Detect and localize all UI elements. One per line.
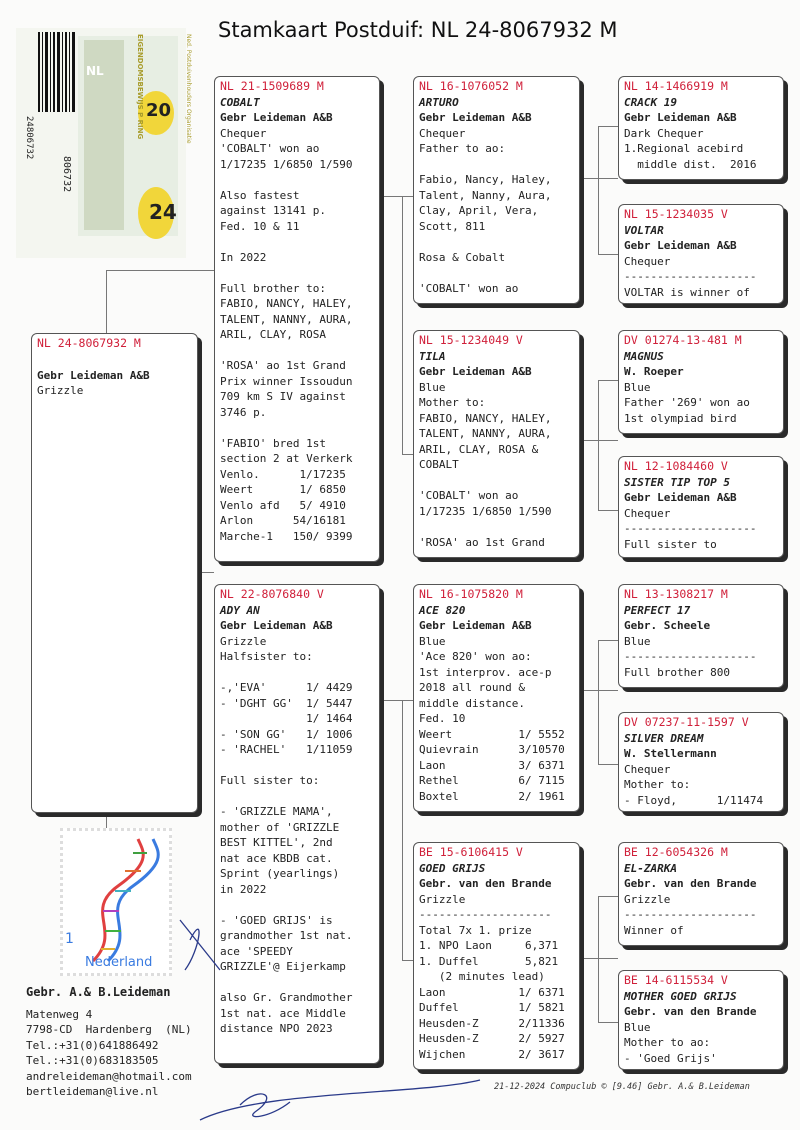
note-line: Venlo afd 5/ 4910 — [220, 498, 346, 512]
note-line: In 2022 — [220, 250, 267, 264]
ds-notes — [419, 634, 574, 805]
note-line: Laon 1/ 6371 — [419, 985, 565, 999]
note-line: FABIO, NANCY, HALEY, — [220, 297, 353, 310]
stamp-country: Nederland — [85, 955, 153, 970]
note-line: Also fastest — [220, 188, 300, 202]
ssd-notes — [624, 254, 778, 301]
connector — [598, 254, 618, 255]
address-city: 7798-CD Hardenberg (NL) — [26, 1023, 192, 1036]
ddd-ring-number: BE 14-6115534 V — [624, 973, 728, 987]
note-line: Rosa & Cobalt — [419, 250, 506, 264]
note-line: middle distance. — [419, 696, 525, 710]
note-line: -------------------- — [624, 522, 757, 535]
connector — [106, 812, 107, 828]
note-line: Winner of — [624, 923, 684, 937]
note-line: 1. NPO Laon 6,371 — [419, 939, 559, 952]
note-line: Chequer — [220, 126, 267, 140]
ring-country: NL — [86, 64, 104, 78]
dd-pigeon-name: GOED GRIJS — [419, 861, 486, 875]
dss-breeder: Gebr. Scheele — [624, 619, 711, 632]
note-line: FABIO, NANCY, HALEY, — [419, 411, 552, 425]
note-line: TALENT, NANNY, AURA, — [220, 312, 353, 326]
sss-breeder: Gebr Leideman A&B — [624, 111, 737, 124]
connector — [580, 690, 618, 691]
ssd-breeder: Gebr Leideman A&B — [624, 239, 737, 252]
connector — [402, 196, 403, 454]
connector — [598, 126, 618, 127]
dsd-pigeon-name: SILVER DREAM — [624, 731, 704, 745]
note-line — [419, 519, 574, 535]
sd-notes — [419, 380, 574, 551]
note-line: 'ROSA' ao 1st Grand — [220, 359, 346, 372]
connector — [580, 958, 618, 959]
dam-ring-number: NL 22-8076840 V — [220, 587, 324, 601]
stamp-value: 1 — [65, 931, 74, 947]
note-line: 1. Duffel 5,821 — [419, 954, 559, 968]
note-line: nat ace KBDB cat. — [220, 851, 333, 865]
note-line: Full sister to: — [220, 774, 320, 787]
note-line: - 'GOED GRIJS' is — [220, 913, 333, 927]
note-line: Venlo. 1/17235 — [220, 467, 346, 481]
sdd-ring-number: NL 12-1084460 V — [624, 459, 728, 473]
sire-dam-card — [413, 330, 580, 558]
connector — [106, 270, 214, 271]
sss-card — [618, 76, 784, 180]
note-line: 'COBALT' won ao — [419, 281, 519, 295]
note-line: Full brother 800 — [624, 665, 730, 679]
note-line: distance NPO 2023 — [220, 1022, 333, 1035]
note-line: Chequer — [624, 762, 671, 776]
dds-card — [618, 842, 784, 946]
note-line: Grizzle — [624, 892, 671, 906]
ring-year-top: 20 — [146, 100, 172, 121]
note-line: Blue — [624, 634, 651, 648]
sds-card — [618, 330, 784, 434]
dsd-notes — [624, 762, 778, 809]
ds-pigeon-name: ACE 820 — [419, 603, 466, 617]
note-line — [220, 789, 374, 805]
sire-pigeon-name: COBALT — [220, 95, 260, 109]
ddd-pigeon-name: MOTHER GOED GRIJS — [624, 989, 737, 1003]
address-street: Matenweg 4 — [26, 1007, 93, 1021]
note-line: 3746 p. — [220, 405, 267, 419]
note-line: Father '269' won ao — [624, 396, 750, 409]
note-line: - 'SON GG' 1/ 1006 — [220, 727, 353, 741]
note-line: grandmother 1st nat. — [220, 929, 353, 942]
sdd-notes — [624, 506, 778, 553]
note-line: Total 7x 1. prize — [419, 923, 532, 937]
note-line: ARIL, CLAY, ROSA & — [419, 442, 539, 456]
note-line: 'ROSA' ao 1st Grand — [419, 535, 545, 549]
note-line: 1st olympiad bird — [624, 411, 737, 425]
note-line: TALENT, NANNY, AURA, — [419, 427, 552, 440]
sdd-card — [618, 456, 784, 558]
note-line: Blue — [419, 634, 446, 648]
sds-pigeon-name: MAGNUS — [624, 349, 664, 363]
ss-breeder: Gebr Leideman A&B — [419, 111, 532, 124]
note-line: mother of 'GRIZZLE — [220, 820, 340, 834]
note-line — [419, 473, 574, 489]
sire-notes — [220, 126, 374, 545]
note-line: Boxtel 2/ 1961 — [419, 789, 565, 803]
note-line — [220, 234, 374, 250]
note-line: 'COBALT' won ao — [419, 489, 519, 502]
note-line: Quievrain 3/10570 — [419, 743, 565, 756]
dss-card — [618, 584, 784, 688]
note-line: Heusden-Z 2/ 5927 — [419, 1032, 565, 1045]
note-line — [220, 420, 374, 436]
sd-breeder: Gebr Leideman A&B — [419, 365, 532, 378]
ring-number: 806732 — [61, 156, 72, 193]
note-line: COBALT — [419, 458, 459, 471]
note-line: 2018 all round & — [419, 681, 525, 694]
note-line: GRIZZLE'@ Eijerkamp — [220, 960, 346, 973]
note-line: Talent, Nanny, Aura, — [419, 188, 552, 202]
note-line — [220, 343, 374, 359]
ddd-card — [618, 970, 784, 1070]
note-line: Chequer — [624, 506, 671, 520]
page-title: Stamkaart Postduif: NL 24-8067932 M — [218, 18, 618, 42]
connector — [598, 896, 618, 897]
note-line: Mother to: — [624, 778, 691, 791]
sss-notes — [624, 126, 778, 173]
dd-ring-number: BE 15-6106415 V — [419, 845, 523, 859]
dds-breeder: Gebr. van den Brande — [624, 877, 757, 890]
dds-ring-number: BE 12-6054326 M — [624, 845, 728, 859]
note-line: - 'DGHT GG' 1/ 5447 — [220, 696, 353, 710]
address-email2: bertleideman@live.nl — [26, 1085, 159, 1098]
connector — [598, 896, 599, 1022]
note-line — [419, 265, 574, 281]
note-line: Full brother to: — [220, 281, 326, 295]
note-line: 'FABIO' bred 1st — [220, 436, 326, 450]
connector — [598, 640, 618, 641]
subject-card — [31, 333, 198, 813]
sd-ring-number: NL 15-1234049 V — [419, 333, 523, 347]
ss-pigeon-name: ARTURO — [419, 95, 459, 109]
note-line: 1/ 1464 — [220, 712, 353, 725]
ring-ownership-card — [16, 28, 192, 258]
sdd-breeder: Gebr Leideman A&B — [624, 491, 737, 504]
dam-sire-card — [413, 584, 580, 812]
dss-ring-number: NL 13-1308217 M — [624, 587, 728, 601]
note-line: Mother to ao: — [624, 1036, 711, 1049]
note-line: Blue — [419, 380, 446, 394]
connector — [598, 126, 599, 254]
dsd-card — [618, 712, 784, 812]
note-line: Arlon 54/16181 — [220, 514, 346, 527]
note-line: - 'GRIZZLE MAMA', — [220, 805, 333, 818]
connector — [598, 764, 618, 765]
note-line: Prix winner Issoudun — [220, 374, 353, 388]
note-line — [220, 265, 374, 281]
note-line: ace 'SPEEDY — [220, 944, 293, 958]
note-line: 1st interprov. ace-p — [419, 665, 552, 679]
connector — [380, 196, 413, 197]
note-line: Rethel 6/ 7115 — [419, 774, 565, 787]
note-line: -------------------- — [419, 908, 552, 921]
note-line: Fed. 10 — [419, 712, 466, 725]
connector — [380, 700, 413, 701]
sss-ring-number: NL 14-1466919 M — [624, 79, 728, 93]
signature — [160, 880, 520, 1130]
note-line: -------------------- — [624, 650, 757, 663]
note-line: 1/17235 1/6850 1/590 — [220, 157, 353, 171]
note-line: Laon 3/ 6371 — [419, 758, 565, 772]
connector — [598, 510, 618, 511]
address-email1: andreleideman@hotmail.com — [26, 1069, 192, 1083]
note-line: (2 minutes lead) — [419, 970, 545, 983]
note-line: Marche-1 150/ 9399 — [220, 529, 353, 543]
address-tel2: Tel.:+31(0)683183505 — [26, 1054, 159, 1067]
address-name: Gebr. A.& B.Leideman — [26, 985, 171, 999]
note-line — [220, 758, 374, 774]
note-line: middle dist. 2016 — [624, 157, 757, 171]
ssd-pigeon-name: VOLTAR — [624, 223, 664, 237]
note-line: -------------------- — [624, 270, 757, 283]
note-line: -------------------- — [624, 908, 757, 921]
note-line: Blue — [624, 1020, 651, 1034]
sire-ring-number: NL 21-1509689 M — [220, 79, 324, 93]
dd-breeder: Gebr. van den Brande — [419, 877, 552, 890]
note-line: against 13141 p. — [220, 204, 326, 217]
note-line: in 2022 — [220, 882, 267, 896]
sire-card — [214, 76, 380, 562]
footer-text: 21-12-2024 Compuclub © [9.46] Gebr. A.& B.Leideman — [494, 1082, 750, 1092]
subject-ring-number: NL 24-8067932 M — [37, 336, 141, 350]
dds-pigeon-name: EL-ZARKA — [624, 861, 677, 875]
ds-breeder: Gebr Leideman A&B — [419, 619, 532, 632]
note-line: Mother to: — [419, 396, 486, 409]
sd-pigeon-name: TILA — [419, 349, 446, 363]
note-line: Grizzle — [220, 634, 267, 648]
note-line: Duffel 1/ 5821 — [419, 1001, 565, 1014]
dss-notes — [624, 634, 778, 681]
note-line: Dark Chequer — [624, 126, 704, 140]
sire-sire-card — [413, 76, 580, 304]
note-line — [419, 157, 574, 173]
address-tel1: Tel.:+31(0)641886492 — [26, 1038, 159, 1052]
ssd-ring-number: NL 15-1234035 V — [624, 207, 728, 221]
note-line: BEST KITTEL', 2nd — [220, 836, 333, 849]
connector — [598, 380, 618, 381]
note-line: - Floyd, 1/11474 — [624, 793, 764, 807]
sdd-pigeon-name: SISTER TIP TOP 5 — [624, 475, 730, 489]
note-line: ARIL, CLAY, ROSA — [220, 328, 326, 341]
note-line: Weert 1/ 6850 — [220, 483, 346, 496]
note-line: - 'RACHEL' 1/11059 — [220, 743, 353, 756]
ds-ring-number: NL 16-1075820 M — [419, 587, 523, 601]
note-line: - 'Goed Grijs' — [624, 1051, 717, 1065]
sds-breeder: W. Roeper — [624, 365, 684, 378]
dam-pigeon-name: ADY AN — [220, 603, 260, 617]
dss-pigeon-name: PERFECT 17 — [624, 603, 691, 617]
note-line: Father to ao: — [419, 142, 506, 155]
connector — [598, 640, 599, 764]
ring-vertical-text: EIGENDOMSBEWIJS P RING — [136, 34, 144, 140]
sss-pigeon-name: CRACK 19 — [624, 95, 677, 109]
ring-year-bottom: 24 — [149, 200, 177, 224]
note-line: Full sister to — [624, 537, 717, 551]
note-line: Sprint (yearlings) — [220, 867, 340, 880]
connector — [580, 440, 618, 441]
note-line: 'Ace 820' won ao: — [419, 650, 532, 663]
note-line: Scott, 811 — [419, 219, 486, 233]
note-line — [220, 172, 374, 188]
note-line: also Gr. Grandmother — [220, 991, 353, 1004]
dsd-breeder: W. Stellermann — [624, 747, 717, 760]
dam-breeder: Gebr Leideman A&B — [220, 619, 333, 632]
sds-ring-number: DV 01274-13-481 M — [624, 333, 742, 347]
note-line: Heusden-Z 2/11336 — [419, 1016, 565, 1030]
note-line: -,'EVA' 1/ 4429 — [220, 681, 353, 694]
note-line: Blue — [624, 380, 651, 394]
ddd-breeder: Gebr. van den Brande — [624, 1005, 757, 1018]
ring-org-text: Ned. Postduivenhouders Organisatie — [185, 34, 192, 144]
connector — [598, 1022, 618, 1023]
sire-breeder: Gebr Leideman A&B — [220, 111, 333, 124]
note-line: 1.Regional acebird — [624, 142, 744, 155]
note-line: Clay, April, Vera, — [419, 204, 539, 217]
note-line: 1/17235 1/6850 1/590 — [419, 504, 552, 518]
ss-ring-number: NL 16-1076052 M — [419, 79, 523, 93]
note-line: Halfsister to: — [220, 650, 313, 663]
note-line: section 2 at Verkerk — [220, 452, 353, 465]
note-line: Chequer — [624, 254, 671, 268]
barcode-number: 24806732 — [24, 116, 34, 160]
subject-color: Grizzle — [37, 384, 84, 397]
note-line: VOLTAR is winner of — [624, 285, 750, 299]
note-line — [419, 234, 574, 250]
postage-stamp — [60, 828, 172, 976]
connector — [598, 380, 599, 510]
connector — [106, 270, 107, 334]
ssd-card — [618, 204, 784, 304]
note-line: Fabio, Nancy, Haley, — [419, 173, 552, 186]
note-line: Fed. 10 & 11 — [220, 219, 300, 233]
connector — [402, 454, 413, 455]
sds-notes — [624, 380, 778, 427]
dds-notes — [624, 892, 778, 939]
ss-notes — [419, 126, 574, 297]
note-line: Wijchen 2/ 3617 — [419, 1047, 565, 1061]
note-line — [220, 665, 374, 681]
note-line: 1st nat. ace Middle — [220, 1006, 346, 1020]
ddd-notes — [624, 1020, 778, 1067]
connector — [580, 178, 618, 179]
dna-helix-image — [63, 831, 169, 973]
dsd-ring-number: DV 07237-11-1597 V — [624, 715, 749, 729]
note-line: Weert 1/ 5552 — [419, 727, 565, 741]
note-line: Chequer — [419, 126, 466, 140]
note-line: 'COBALT' won ao — [220, 142, 320, 155]
subject-breeder: Gebr Leideman A&B — [37, 368, 150, 382]
note-line: 709 km S IV against — [220, 390, 346, 403]
note-line: Grizzle — [419, 892, 466, 906]
